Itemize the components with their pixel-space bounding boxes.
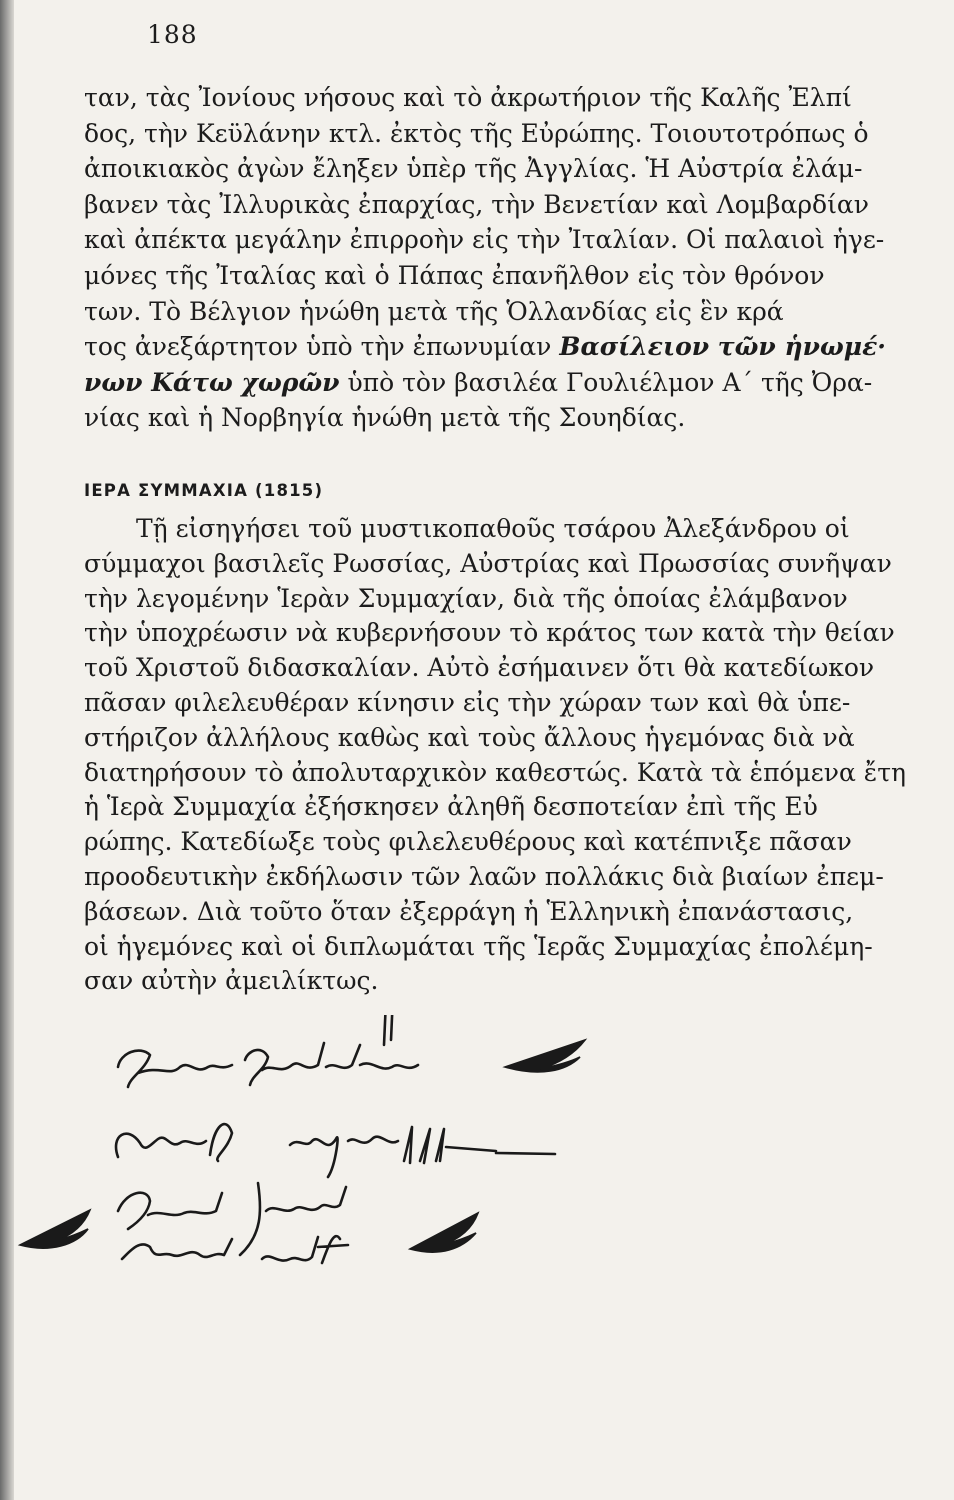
text-line: προοδευτικὴν ἐκδήλωσιν τῶν λαῶν πολλάκις διὰ βιαίων ἐπεμ- xyxy=(84,861,884,891)
signature-line-2 xyxy=(116,1124,496,1177)
text-line: Τῇ εἰσηγήσει τοῦ μυστικοπαθοῦς τσάρου Ἀλεξάνδρου οἱ xyxy=(136,514,850,543)
emphasized-term: Βασίλειον τῶν ἡνωμέ· xyxy=(559,332,886,362)
text-line: οἱ ἡγεμόνες καὶ οἱ διπλωμάται τῆς Ἱερᾶς Συμμαχίας ἐπολέμη- xyxy=(84,931,873,961)
text-run: ὑπὸ τὸν βασιλέα Γουλιέλμον Α΄ τῆς Ὀρα- xyxy=(339,367,873,397)
margin-mark xyxy=(384,1015,393,1045)
text-run: τος ἀνεξάρτητον ὑπὸ τὴν ἐπωνυμίαν xyxy=(84,332,560,362)
text-line: τὴν λεγομένην Ἱερὰν Συμμαχίαν, διὰ τῆς ὁποίας ἐλάμβανον xyxy=(84,583,848,613)
text-line: δος, τὴν Κεϋλάνην κτλ. ἐκτὸς τῆς Εὐρώπης. Τοιουτοτρόπως ὁ xyxy=(84,118,869,148)
handwritten-annotation xyxy=(0,1015,954,1345)
signature-line-3 xyxy=(118,1183,346,1255)
text-line: σαν αὐτὴν ἀμειλίκτως. xyxy=(84,966,379,996)
section-heading: ΙΕΡΑ ΣΥΜΜΑΧΙΑ (1815) xyxy=(84,481,324,500)
signature-line-4 xyxy=(122,1236,348,1263)
text-line: ρώπης. Κατεδίωξε τοὺς φιλελευθέρους καὶ κατέπνιξε πᾶσαν xyxy=(84,827,852,857)
feather-doodle-left xyxy=(20,1210,90,1248)
text-line: καὶ ἀπέκτα μεγάλην ἐπιρροὴν εἰς τὴν Ἰταλίαν. Οἱ παλαιοὶ ἡγε- xyxy=(84,225,885,255)
paragraph-continuation xyxy=(84,80,904,436)
text-line: ταν, τὰς Ἰονίους νήσους καὶ τὸ ἀκρωτήριον τῆς Καλῆς Ἐλπί xyxy=(84,83,852,112)
text-line xyxy=(84,365,904,401)
text-line xyxy=(84,329,904,365)
underline xyxy=(496,1153,555,1154)
paragraph-holy-alliance xyxy=(84,512,907,999)
page-number: 188 xyxy=(147,20,198,49)
text-line: τὴν ὑποχρέωσιν νὰ κυβερνήσουν τὸ κράτος των κατὰ τὴν θείαν xyxy=(84,618,895,648)
emphasized-term: νων Κάτω χωρῶν xyxy=(84,367,340,397)
text-line: πᾶσαν φιλελευθέραν κίνησιν εἰς τὴν χώραν των καὶ θὰ ὑπε- xyxy=(84,687,851,717)
text-line: βάσεων. Διὰ τοῦτο ὅταν ἐξερράγη ἡ Ἑλληνικὴ ἐπανάστασις, xyxy=(84,896,854,926)
text-line: των. Τὸ Βέλγιον ἡνώθη μετὰ τῆς Ὁλλανδίας εἰς ἓν κρά xyxy=(84,296,784,326)
text-line: ἀποικιακὸς ἀγὼν ἔληξεν ὑπὲρ τῆς Ἀγγλίας. Ἡ Αὐστρία ἐλάμ- xyxy=(84,154,863,184)
signature-line-1 xyxy=(118,1043,418,1087)
feather-doodle-right xyxy=(410,1213,478,1252)
text-line: μόνες τῆς Ἰταλίας καὶ ὁ Πάπας ἐπανῆλθον εἰς τὸν θρόνον xyxy=(84,260,825,290)
text-line: τοῦ Χριστοῦ διδασκαλίαν. Αὐτὸ ἐσήμαινεν ὅτι θὰ κατεδίωκον xyxy=(84,653,875,683)
feather-doodle-top xyxy=(505,1040,585,1072)
text-line: ἡ Ἱερὰ Συμμαχία ἐξήσκησεν ἀληθῆ δεσποτείαν ἐπὶ τῆς Εὐ xyxy=(84,792,818,822)
text-line: βανεν τὰς Ἰλλυρικὰς ἐπαρχίας, τὴν Βενετίαν καὶ Λομβαρδίαν xyxy=(84,189,869,219)
text-line: νίας καὶ ἡ Νορβηγία ἡνώθη μετὰ τῆς Σουηδίας. xyxy=(84,403,686,433)
text-line: στήριζον ἀλλήλους καθὼς καὶ τοὺς ἄλλους ἡγεμόνας διὰ νὰ xyxy=(84,722,855,752)
text-line: διατηρήσουν τὸ ἀπολυταρχικὸν καθεστώς. Κατὰ τὰ ἑπόμενα ἔτη xyxy=(84,757,907,787)
text-line: σύμμαχοι βασιλεῖς Ρωσσίας, Αὐστρίας καὶ Πρωσσίας συνῆψαν xyxy=(84,548,892,578)
